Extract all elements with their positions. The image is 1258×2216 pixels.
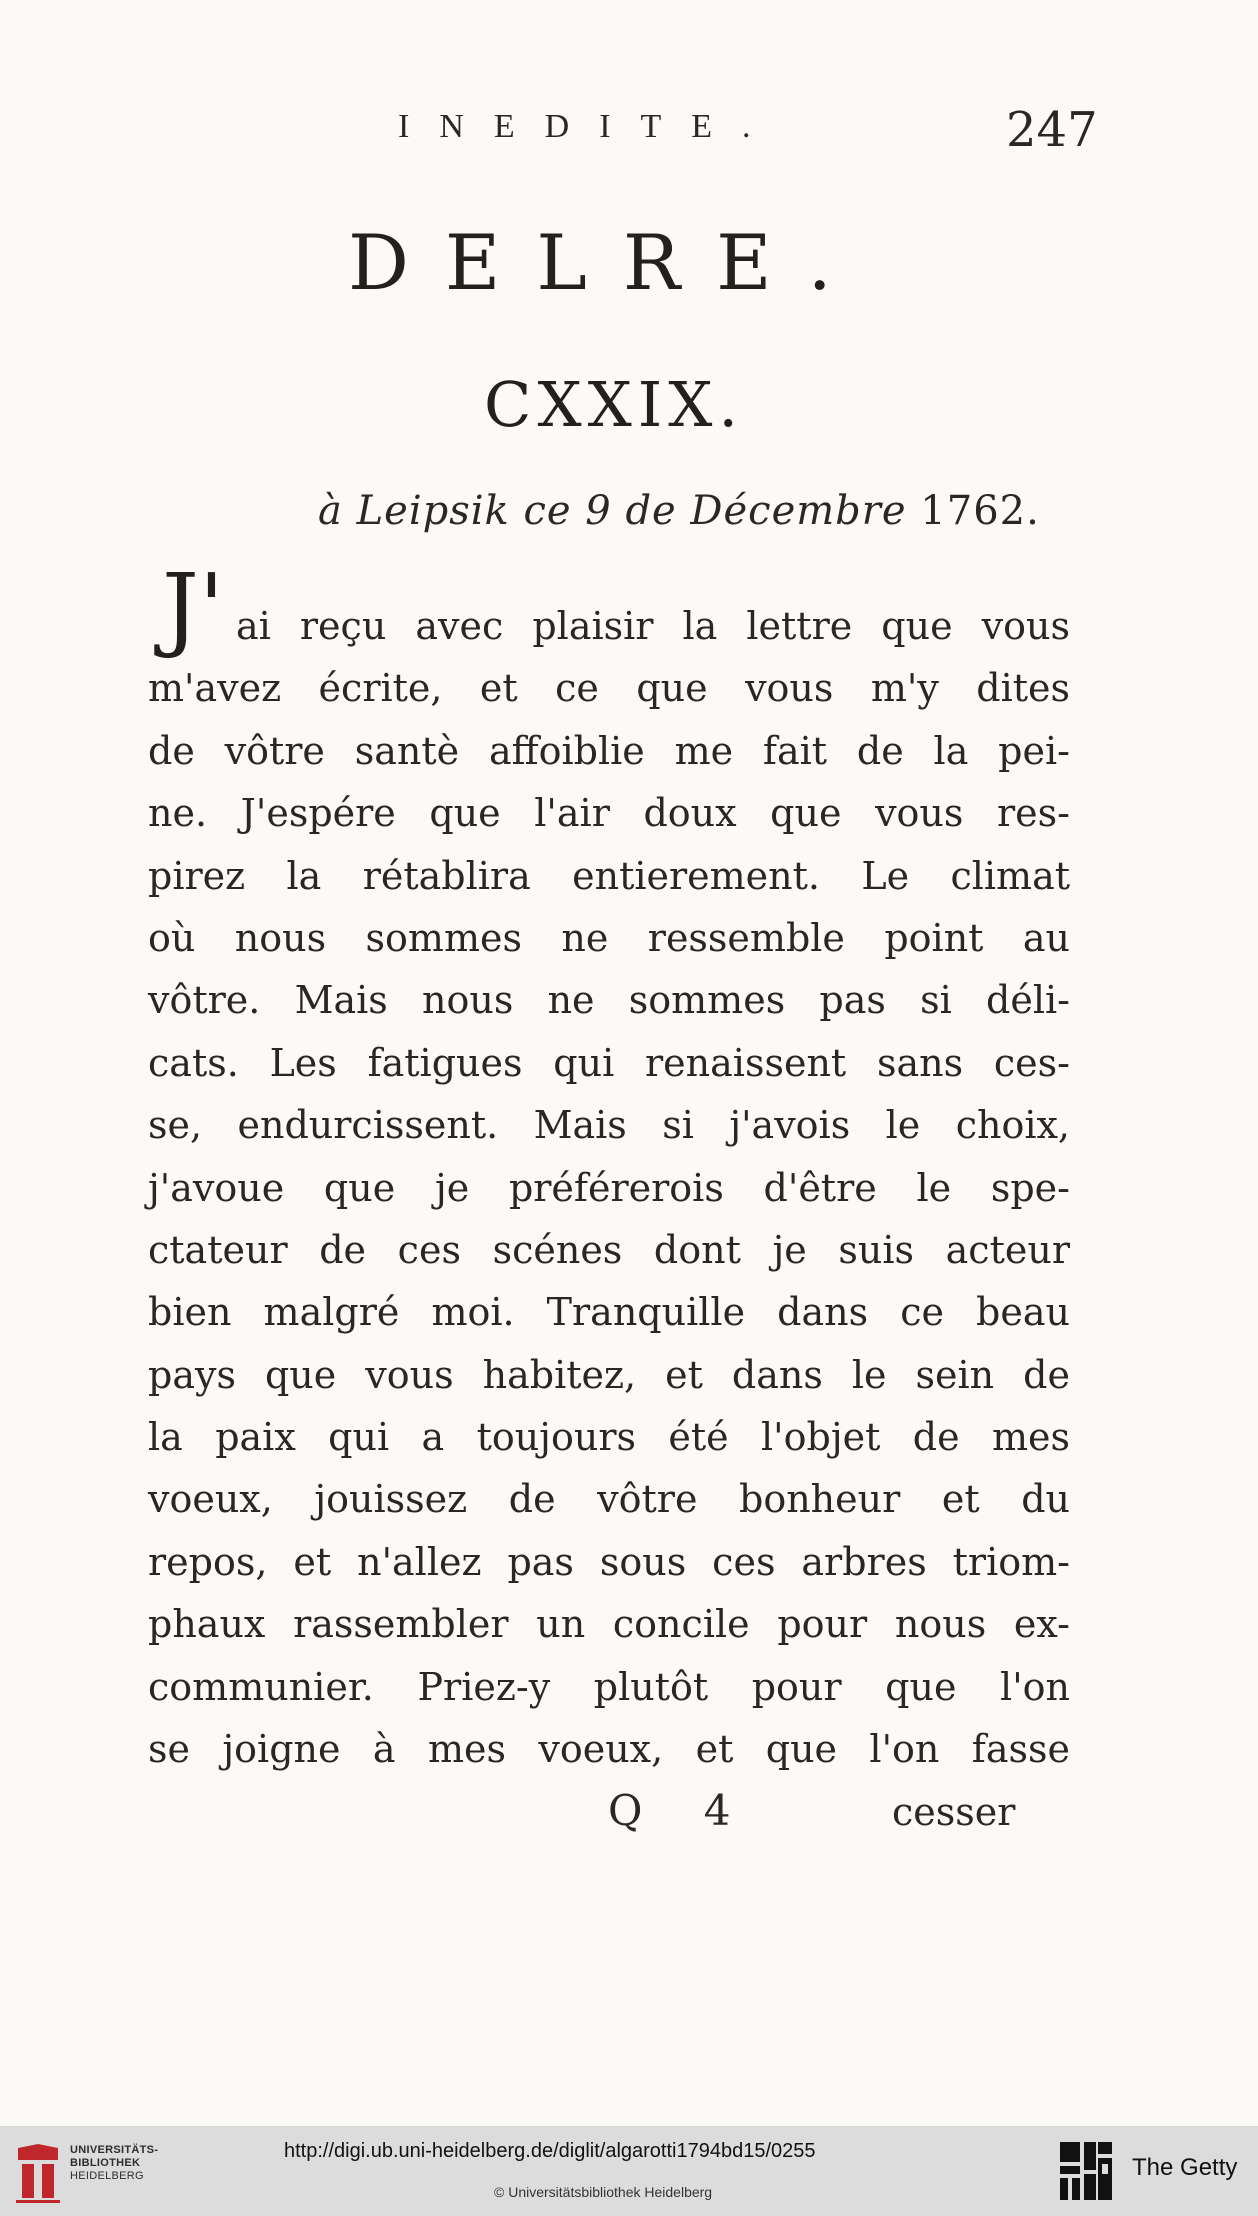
- body-line: m'avez écrite, et ce que vous m'y dites: [148, 666, 1070, 711]
- university-library-logo[interactable]: [12, 2140, 64, 2204]
- getty-name: The Getty: [1132, 2154, 1238, 2181]
- body-line: communier. Priez-y plutôt pour que l'on: [148, 1664, 1070, 1709]
- catchword: cesser: [892, 1790, 1016, 1834]
- body-line: cats. Les fatigues qui renaissent sans ces-: [148, 1040, 1070, 1085]
- viewer-footer: [0, 2126, 1258, 2216]
- body-line: ne. J'espére que l'air doux que vous res-: [148, 791, 1070, 836]
- date-year: 1762.: [920, 488, 1040, 534]
- running-head: INEDITE.: [398, 108, 781, 145]
- library-name: [70, 2144, 158, 2183]
- library-name-line: UNIVERSITÄTS-: [70, 2144, 159, 2156]
- body-line: où nous sommes ne ressemble point au: [148, 915, 1070, 960]
- body-line: vôtre. Mais nous ne sommes pas si déli-: [148, 978, 1070, 1023]
- body-line: bien malgré moi. Tranquille dans ce beau: [148, 1290, 1070, 1335]
- body-line: phaux rassembler un concile pour nous ex-: [148, 1602, 1070, 1647]
- date-prefix: à: [318, 488, 343, 534]
- library-name-line: BIBLIOTHEK: [70, 2157, 141, 2169]
- body-line: repos, et n'allez pas sous ces arbres triom-: [148, 1539, 1070, 1584]
- body-line: la paix qui a toujours été l'objet de mes: [148, 1415, 1070, 1460]
- copyright-notice: © Universitätsbibliothek Heidelberg: [494, 2184, 713, 2200]
- drop-cap: J': [162, 554, 225, 661]
- body-line: voeux, jouissez de vôtre bonheur et du: [148, 1477, 1070, 1522]
- letter-recipient: DELRE.: [348, 218, 868, 307]
- body-line: se joigne à mes voeux, et que l'on fasse: [148, 1727, 1070, 1772]
- body-line: se, endurcissent. Mais si j'avois le choix,: [148, 1103, 1070, 1148]
- place-date: Leipsik ce 9 de Décembre: [356, 488, 907, 534]
- signature-mark: Q 4: [608, 1786, 755, 1835]
- body-line: de vôtre santè affoiblie me fait de la pei-: [148, 728, 1070, 773]
- dateline: [318, 488, 1040, 534]
- body-line: pirez la rétablira entierement. Le climat: [148, 853, 1070, 898]
- getty-logo[interactable]: [1058, 2140, 1114, 2202]
- body-line: ctateur de ces scénes dont je suis acteur: [148, 1227, 1070, 1272]
- body-line: pays que vous habitez, et dans le sein de: [148, 1352, 1070, 1397]
- letter-body: [148, 595, 1070, 1780]
- letter-number: CXXIX.: [484, 368, 745, 441]
- permalink-url[interactable]: http://digi.ub.uni-heidelberg.de/diglit/algarotti1794bd15/0255: [284, 2140, 816, 2162]
- body-line: ai reçu avec plaisir la lettre que vous: [236, 604, 1070, 648]
- library-name-line: HEIDELBERG: [70, 2170, 144, 2182]
- page-number: 247: [1006, 102, 1098, 158]
- body-line: j'avoue que je préférerois d'être le spe-: [148, 1165, 1070, 1210]
